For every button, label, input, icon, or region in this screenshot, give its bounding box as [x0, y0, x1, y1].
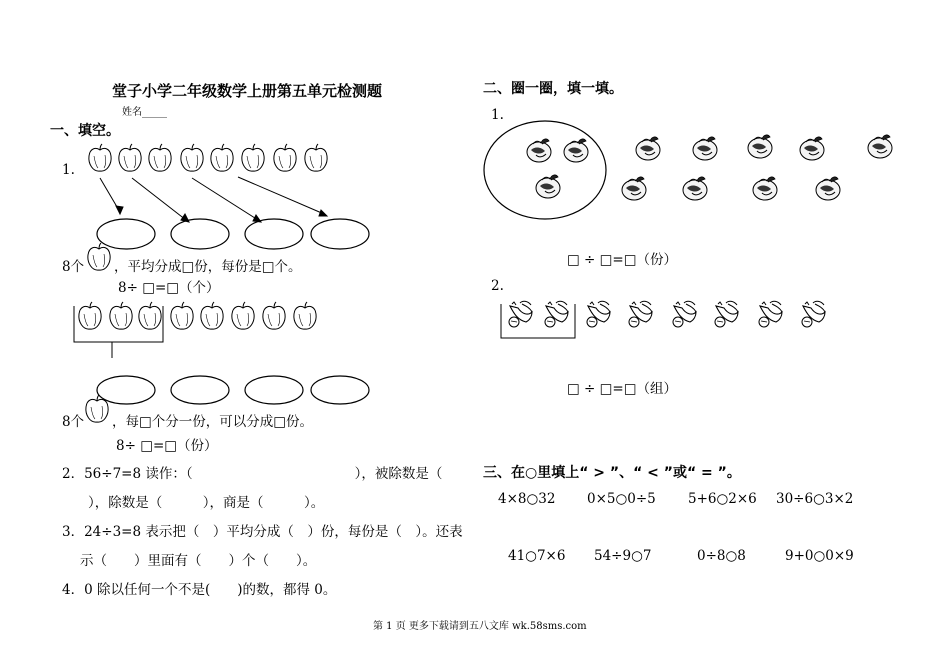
q1b-apples [79, 302, 316, 329]
q1a-text-post: ，平均分成□份，每份是□个。 [114, 259, 302, 275]
page-footer: 第 1 页 更多下载请到五八文库 wk.58sms.com [373, 621, 587, 632]
q1a-equation: 8÷ □=□（个） [118, 280, 220, 296]
q3-line2: 示（ ）里面有（ ）个（ ）。 [80, 553, 317, 569]
q2-line2: ），除数是（ ），商是（ ）。 [88, 495, 325, 511]
r-q1-number: 1. [491, 107, 504, 123]
q1b-text-post: ，每□个分一份，可以分成□份。 [112, 414, 314, 430]
q1a-text-pre: 8个 [62, 259, 85, 275]
compare-item: 9+0○0×9 [785, 548, 854, 564]
name-field-label: 姓名_____ [122, 107, 167, 118]
q1-number: 1. [62, 162, 75, 178]
q1a-arrows [100, 177, 327, 222]
compare-item: 0×5○0÷5 [587, 491, 656, 507]
r-q2-number: 2. [491, 278, 504, 294]
page-title: 堂子小学二年级数学上册第五单元检测题 [112, 82, 383, 100]
compare-item: 30÷6○3×2 [776, 491, 854, 507]
compare-item: 41○7×6 [508, 548, 566, 564]
q1b-bracket [74, 306, 163, 342]
q2-bananas [509, 301, 825, 327]
q1a-ovals [97, 219, 369, 249]
q1b-equation: 8÷ □=□（份） [116, 438, 218, 454]
section-2-heading: 二、圈一圈，填一填。 [483, 81, 623, 97]
compare-item: 5+6○2×6 [688, 491, 757, 507]
q2-line1: 2．56÷7=8 读作：（ ），被除数是（ [62, 466, 443, 482]
section-1-heading: 一、填空。 [50, 123, 120, 139]
compare-item: 0÷8○8 [697, 548, 746, 564]
q1a-apples [89, 144, 327, 171]
q1b-text-pre: 8个 [62, 414, 85, 430]
compare-item: 54÷9○7 [594, 548, 652, 564]
q3-line1: 3．24÷3=8 表示把（ ）平均分成（ ）份，每份是（ ）。还表 [62, 524, 463, 540]
small-apple-icon [88, 243, 110, 270]
r-q1-equation: □ ÷ □=□（份） [567, 252, 677, 268]
q1-fruits [527, 135, 892, 200]
compare-item: 4×8○32 [498, 491, 556, 507]
r-q2-equation: □ ÷ □=□（组） [567, 381, 677, 397]
q4-text: 4．0 除以任何一个不是( )的数，都得 0。 [62, 582, 337, 598]
section-3-heading: 三、在○里填上“ > ”、“ < ”或“ = ”。 [483, 465, 741, 481]
fruit-circle [484, 121, 606, 219]
q1b-ovals [97, 376, 369, 404]
